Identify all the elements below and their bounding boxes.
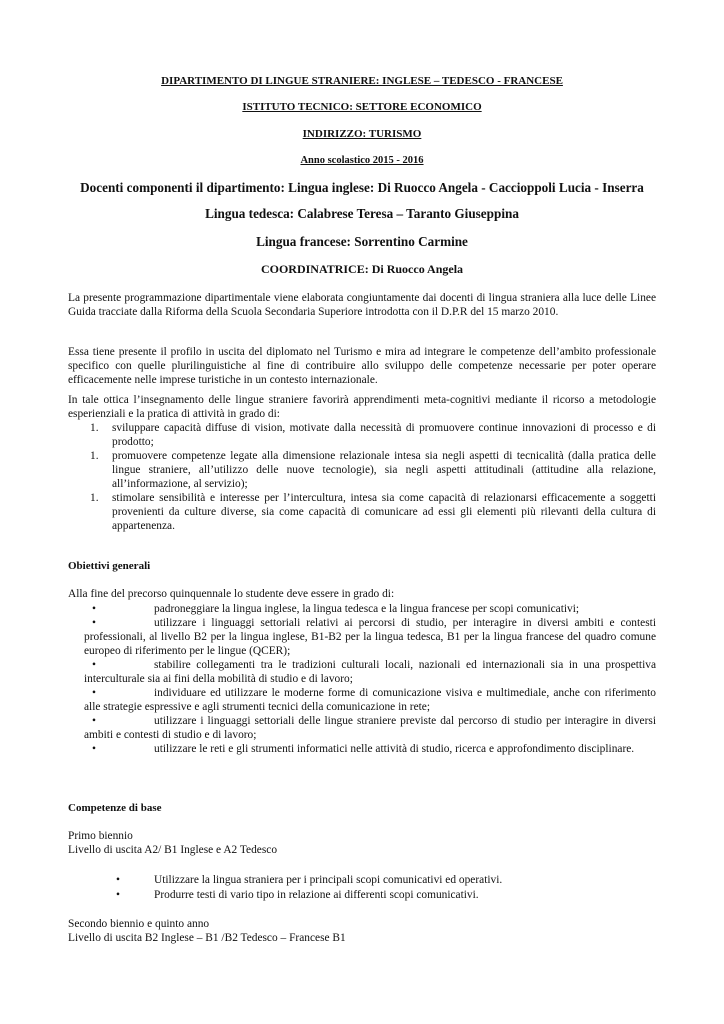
intro-paragraph-1: La presente programmazione dipartimentale viene elaborata congiuntamente dai docenti di lingua straniera alla luce delle Linee Guida tracciate dalla Riforma della Scuola Secondaria Superiore introdotta con il D.P.R del 15 marzo 2010.	[68, 292, 656, 318]
institute-title: ISTITUTO TECNICO: SETTORE ECONOMICO	[242, 101, 482, 113]
list-number: 1.	[90, 450, 99, 462]
second-biennium-level: Livello di uscita B2 Inglese – B1 /B2 Tedesco – Francese B1	[68, 932, 346, 944]
first-biennium-level: Livello di uscita A2/ B1 Inglese e A2 Tedesco	[68, 844, 278, 856]
list-number: 1.	[90, 492, 99, 504]
objectives-lead: Alla fine del precorso quinquennale lo studente deve essere in grado di:	[68, 588, 395, 600]
list-item	[68, 491, 656, 533]
list-item-text: individuare ed utilizzare le moderne forme di comunicazione visiva e multimediale, anche con riferimento alle strategie espressive e agli strumenti tecnici della comunicazione in rete;	[84, 687, 656, 713]
list-item-text: promuovere competenze legate alla dimensione relazionale intesa sia negli aspetti di tecnicalità (dalla pratica delle lingue straniere, all’utilizzo delle nuove tecnologie), sia negli aspetti attitudinali (attitudine alla relazione, all’informazione, al servizio);	[112, 450, 656, 490]
bullet-icon: •	[92, 603, 96, 615]
department-title: DIPARTIMENTO DI LINGUE STRANIERE: INGLESE – TEDESCO - FRANCESE	[161, 75, 563, 87]
bullet-icon: •	[92, 659, 96, 671]
objectives-list	[68, 602, 656, 756]
list-item	[68, 602, 656, 616]
intro-paragraph-3: In tale ottica l’insegnamento delle lingue straniere favorirà apprendimenti meta-cognitivi mediante il ricorso a metodologie esperienziali e la pratica di attività in grado di:	[68, 394, 656, 420]
second-biennium: Secondo biennio e quinto anno	[68, 918, 210, 930]
activities-list	[68, 421, 656, 533]
list-item	[68, 421, 656, 449]
teachers-english: Docenti componenti il dipartimento: Lingua inglese: Di Ruocco Angela - Caccioppoli Lucia - Inserra	[80, 180, 644, 195]
list-item-text: utilizzare i linguaggi settoriali relativi ai percorsi di studio, per interagire in diversi ambiti e contesti professionali, al livello B2 per la lingua inglese, B1-B2 per la lingua tedesca, B1 per la lingua francese del quadro comune europeo di riferimento per le lingue (QCER);	[84, 617, 656, 657]
list-item	[68, 714, 656, 742]
list-item	[68, 658, 656, 686]
list-item	[68, 888, 656, 903]
school-year: Anno scolastico 2015 - 2016	[300, 155, 424, 166]
list-item-text: utilizzare le reti e gli strumenti informatici nelle attività di studio, ricerca e approfondimento disciplinare.	[154, 743, 635, 755]
teachers-french: Lingua francese: Sorrentino Carmine	[256, 234, 468, 249]
list-item	[68, 873, 656, 888]
first-biennium: Primo biennio	[68, 830, 133, 842]
competences-heading: Competenze di base	[68, 802, 162, 814]
bullet-icon: •	[92, 617, 96, 629]
list-item	[68, 616, 656, 658]
bullet-icon: •	[116, 874, 120, 886]
bullet-icon: •	[92, 715, 96, 727]
list-item-text: Produrre testi di vario tipo in relazione ai differenti scopi comunicativi.	[154, 889, 479, 901]
list-item-text: padroneggiare la lingua inglese, la lingua tedesca e la lingua francese per scopi comunicativi;	[154, 603, 580, 615]
list-item-text: stimolare sensibilità e interesse per l’intercultura, intesa sia come capacità di relazionarsi efficacemente a soggetti provenienti da culture diverse, sia come capacità di comunicare ad essi gli elementi più rilevanti della cultura di appartenenza.	[112, 492, 656, 532]
teachers-german: Lingua tedesca: Calabrese Teresa – Taranto Giuseppina	[205, 206, 519, 221]
bullet-icon: •	[92, 743, 96, 755]
list-item	[68, 449, 656, 491]
address-title: INDIRIZZO: TURISMO	[302, 128, 422, 140]
objectives-heading: Obiettivi generali	[68, 560, 151, 572]
list-item-text: Utilizzare la lingua straniera per i principali scopi comunicativi ed operativi.	[154, 874, 503, 886]
list-item-text: sviluppare capacità diffuse di vision, motivate dalla necessità di promuovere continue innovazioni di processo e di prodotto;	[112, 422, 656, 448]
coordinator: COORDINATRICE: Di Ruocco Angela	[260, 262, 464, 276]
list-item	[68, 686, 656, 714]
list-item-text: stabilire collegamenti tra le tradizioni culturali locali, nazionali ed internazionali sia in una prospettiva interculturale sia ai fini della mobilità di studio e di lavoro;	[84, 659, 656, 685]
intro-paragraph-2: Essa tiene presente il profilo in uscita del diplomato nel Turismo e mira ad integrare le competenze dell’ambito professionale specifico con quelle plurilinguistiche al fine di contribuire allo sviluppo delle competenze necessarie per poter operare efficacemente nelle imprese turistiche in un contesto internazionale.	[68, 346, 656, 386]
competences-list	[68, 873, 656, 903]
list-item-text: utilizzare i linguaggi settoriali delle lingue straniere previste dal percorso di studio per interagire in diversi ambiti e contesti di studio e di lavoro;	[84, 715, 656, 741]
bullet-icon: •	[92, 687, 96, 699]
list-number: 1.	[90, 422, 99, 434]
list-item	[68, 742, 656, 756]
bullet-icon: •	[116, 889, 120, 901]
